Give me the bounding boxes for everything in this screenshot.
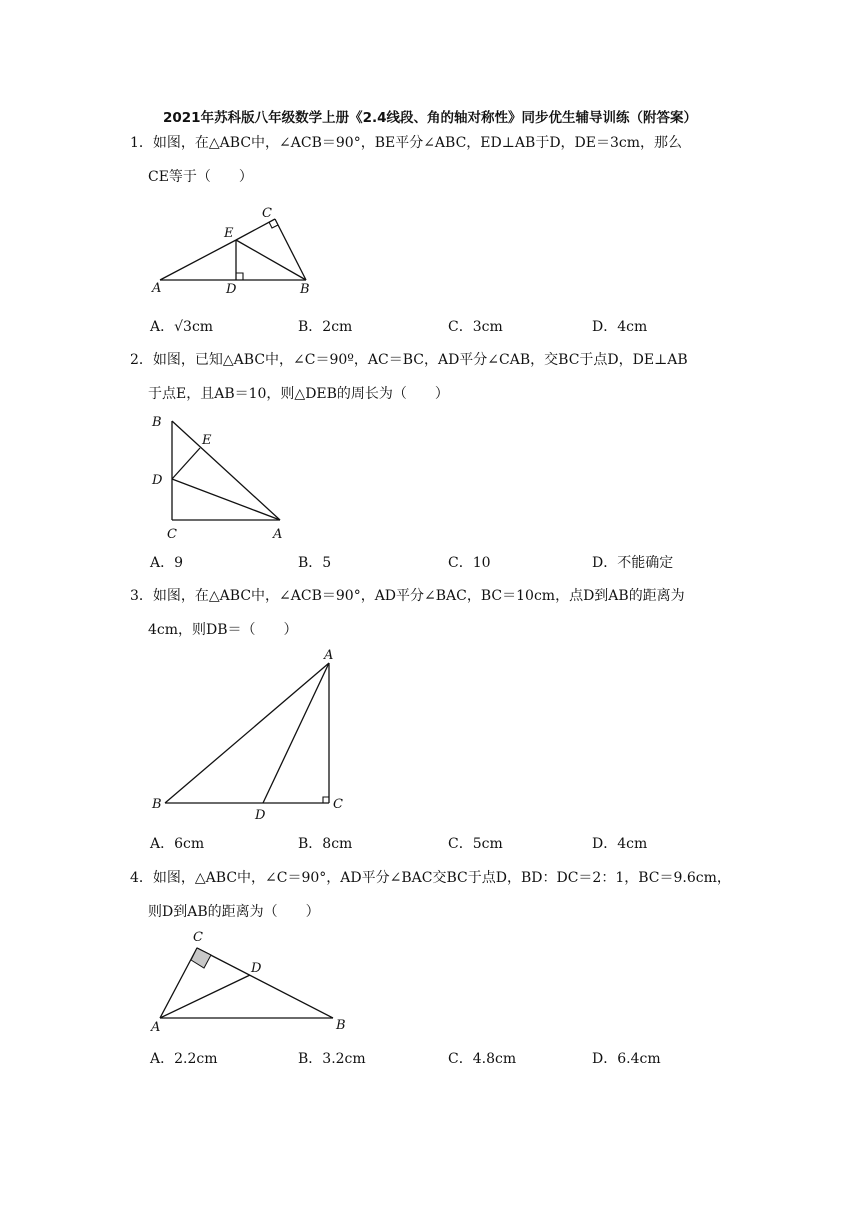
question-2-line-1: 2．如图，已知△ABC中，∠C＝90º，AC＝BC，AD平分∠CAB，交BC于点D，DE⊥AB: [130, 352, 688, 368]
q3-right-angle-c: [323, 797, 329, 803]
q2-option-c: C．10: [448, 555, 491, 571]
question-3-line-1: 3．如图，在△ABC中，∠ACB＝90°，AD平分∠BAC，BC＝10cm，点D到AB的距离为: [130, 588, 685, 604]
q2-option-a: A．9: [150, 555, 184, 571]
question-3-options: [150, 833, 750, 853]
question-1-line-1: 1．如图，在△ABC中，∠ACB＝90°，BE平分∠ABC，ED⊥AB于D，DE＝3cm，那么: [130, 135, 683, 151]
q4-option-b: B．3.2cm: [298, 1051, 366, 1067]
q2-option-b: B．5: [298, 555, 332, 571]
q2-segment-de: [172, 448, 200, 479]
q4-segment-ad: [160, 975, 250, 1018]
q4-label-a: A: [151, 1020, 161, 1035]
question-2-options: [150, 552, 750, 572]
question-3-stem: [130, 579, 740, 647]
q4-option-a: A．2.2cm: [150, 1051, 218, 1067]
q2-segment-ab: [172, 421, 280, 520]
q4-label-c: C: [193, 930, 203, 945]
q1-option-d: D．4cm: [592, 319, 648, 335]
q4-label-b: B: [336, 1018, 346, 1033]
question-2-figure: [140, 405, 300, 545]
question-1-line-2: CE等于（ ）: [148, 169, 253, 185]
q4-segment-cb: [197, 948, 333, 1018]
question-1-stem: [130, 126, 740, 194]
document-title: 2021年苏科版八年级数学上册《2.4线段、角的轴对称性》同步优生辅导训练（附答案）: [163, 110, 697, 126]
question-4-options: [150, 1048, 750, 1068]
q2-label-c: C: [167, 527, 177, 542]
q3-label-a: A: [324, 648, 334, 663]
q4-option-d: D．6.4cm: [592, 1051, 661, 1067]
question-4-stem: [130, 861, 740, 929]
q3-label-d: D: [255, 808, 266, 823]
q3-option-c: C．5cm: [448, 836, 503, 852]
q2-label-a: A: [273, 527, 283, 542]
question-3-line-2: 4cm，则DB＝（ ）: [148, 622, 298, 638]
q3-segment-ab: [165, 663, 329, 803]
question-2-line-2: 于点E，且AB＝10，则△DEB的周长为（ ）: [148, 386, 449, 402]
question-4-line-1: 4．如图，△ABC中，∠C＝90°，AD平分∠BAC交BC于点D，BD：DC＝2：1，BC＝9.6cm，: [130, 870, 731, 886]
q3-option-a: A．6cm: [150, 836, 205, 852]
q1-right-angle-d: [236, 273, 243, 280]
q1-label-b: B: [300, 282, 310, 297]
q2-option-d: D．不能确定: [592, 555, 674, 571]
question-2-stem: [130, 343, 740, 411]
q4-label-d: D: [251, 961, 262, 976]
q1-label-c: C: [262, 206, 272, 221]
question-3-figure: [140, 645, 360, 825]
q2-label-d: D: [152, 473, 163, 488]
q4-right-angle-c: [191, 948, 211, 968]
q4-option-c: C．4.8cm: [448, 1051, 517, 1067]
q2-segment-da: [172, 479, 280, 520]
q1-segment-ae: [160, 240, 236, 280]
q1-option-c: C．3cm: [448, 319, 503, 335]
q3-option-b: B．8cm: [298, 836, 353, 852]
q1-option-a: A．√3cm: [150, 319, 214, 335]
q3-segment-ad: [263, 663, 329, 803]
question-1-figure: [140, 200, 340, 300]
q3-option-d: D．4cm: [592, 836, 648, 852]
q1-option-b: B．2cm: [298, 319, 353, 335]
q2-label-b: B: [152, 415, 162, 430]
question-1-options: [150, 316, 750, 336]
q3-label-b: B: [152, 797, 162, 812]
question-4-figure: [140, 925, 360, 1035]
q3-label-c: C: [333, 797, 343, 812]
q1-label-e: E: [224, 226, 234, 241]
q1-label-d: D: [226, 282, 237, 297]
q1-label-a: A: [152, 281, 162, 296]
question-4-line-2: 则D到AB的距离为（ ）: [148, 904, 320, 920]
q2-label-e: E: [202, 433, 212, 448]
